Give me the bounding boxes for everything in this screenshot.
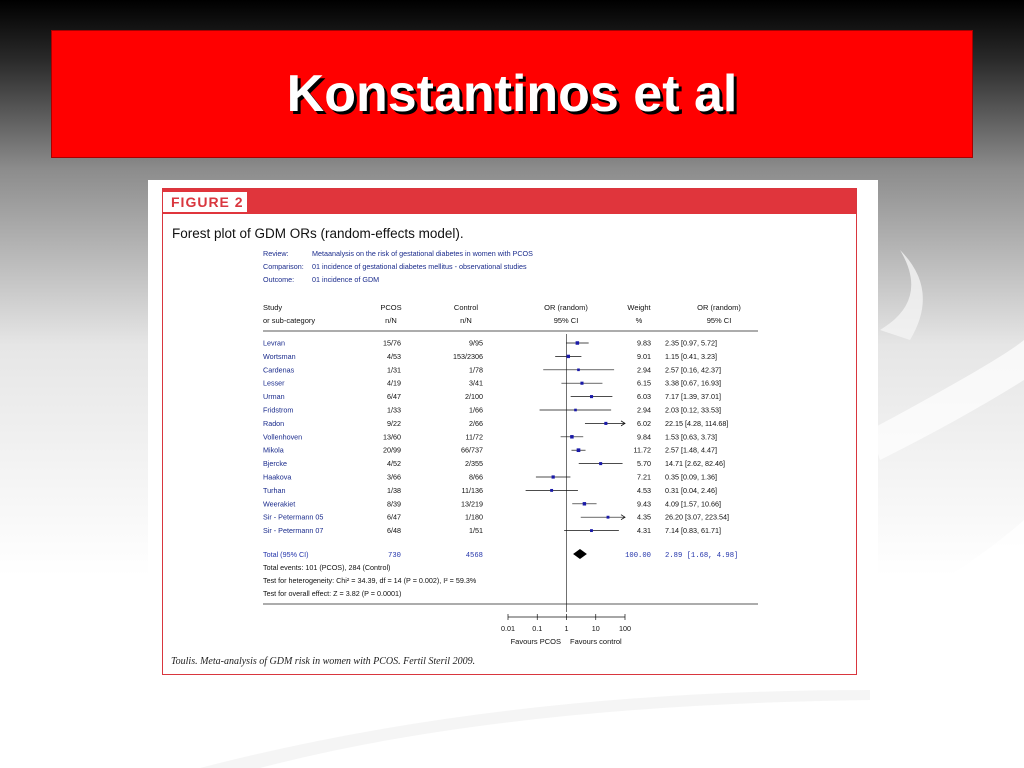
point-estimate-marker (604, 422, 607, 425)
weight-value: 6.15 (637, 378, 651, 388)
control-count: 1/66 (469, 405, 483, 415)
header-pcos-nn: n/N (385, 316, 397, 325)
or-ci-value: 2.57 [1.48, 4.47] (665, 445, 717, 455)
total-ci: 2.89 [1.68, 4.98] (665, 552, 739, 560)
study-row (263, 486, 717, 495)
point-estimate-marker (570, 435, 573, 438)
meta-comparison-value: 01 incidence of gestational diabetes mellitus - observational studies (312, 262, 527, 271)
weight-value: 4.35 (637, 512, 651, 522)
study-row (263, 446, 717, 455)
weight-value: 6.02 (637, 418, 651, 428)
meta-outcome-key: Outcome: (263, 275, 295, 284)
study-name: Sir - Petermann 05 (263, 512, 324, 522)
or-ci-value: 7.17 [1.39, 37.01] (665, 392, 721, 402)
point-estimate-marker (590, 395, 593, 398)
control-count: 2/355 (465, 459, 483, 469)
pcos-count: 15/76 (383, 338, 401, 348)
weight-value: 9.84 (637, 432, 651, 442)
favours-pcos-label: Favours PCOS (510, 637, 561, 646)
header-or-ci: 95% CI (553, 316, 579, 325)
weight-value: 9.01 (637, 351, 651, 361)
control-count: 9/95 (469, 338, 483, 348)
header-weight: Weight (627, 303, 651, 312)
total-weight: 100.00 (625, 552, 651, 560)
control-count: 2/100 (465, 392, 483, 402)
or-ci-value: 7.14 [0.83, 61.71] (665, 526, 721, 536)
meta-review-key: Review: (263, 249, 289, 258)
header-control: Control (453, 303, 479, 312)
x-tick-label: 0.1 (532, 624, 543, 633)
study-name: Sir - Petermann 07 (263, 526, 324, 536)
study-name: Fridstrom (263, 405, 294, 415)
weight-value: 2.94 (637, 405, 651, 415)
control-count: 13/219 (461, 499, 483, 509)
control-count: 153/2306 (453, 351, 483, 361)
header-weight-pct: % (635, 316, 643, 325)
or-ci-value: 26.20 [3.07, 223.54] (665, 512, 729, 522)
point-estimate-marker (607, 516, 610, 519)
meta-comparison-key: Comparison: (263, 262, 304, 271)
header-subcategory: or sub-category (263, 316, 316, 325)
weight-value: 2.94 (637, 365, 651, 375)
pcos-count: 6/47 (387, 392, 401, 402)
x-tick-label: 1 (564, 624, 569, 633)
header-or-values: OR (random) (697, 303, 741, 312)
pcos-count: 6/47 (387, 512, 401, 522)
control-count: 1/51 (469, 526, 483, 536)
study-row (263, 352, 717, 361)
or-ci-value: 2.35 [0.97, 5.72] (665, 338, 717, 348)
control-count: 8/66 (469, 472, 483, 482)
study-row (263, 419, 728, 428)
or-ci-value: 22.15 [4.28, 114.68] (665, 418, 729, 428)
figure-label: FIGURE 2 (163, 192, 247, 212)
or-ci-value: 3.38 [0.67, 16.93] (665, 378, 721, 388)
meta-outcome-value: 01 incidence of GDM (312, 275, 380, 284)
weight-value: 4.31 (637, 526, 651, 536)
control-count: 11/72 (465, 432, 483, 442)
weight-value: 5.70 (637, 459, 651, 469)
slide-title: Konstantinos et al (286, 65, 738, 123)
note-overall-effect: Test for overall effect: Z = 3.82 (P = 0.0001) (263, 589, 402, 598)
header-or: OR (random) (544, 303, 588, 312)
control-count: 3/41 (469, 378, 483, 388)
control-count: 1/78 (469, 365, 483, 375)
title-banner (51, 30, 973, 158)
pcos-count: 6/48 (387, 526, 401, 536)
figure-caption: Forest plot of GDM ORs (random-effects model). (172, 226, 464, 241)
study-row (263, 432, 717, 441)
or-ci-value: 14.71 [2.62, 82.46] (665, 459, 725, 469)
point-estimate-marker (550, 489, 553, 492)
study-row (263, 473, 717, 482)
total-label: Total (95% CI) (263, 550, 309, 559)
or-ci-value: 1.53 [0.63, 3.73] (665, 432, 717, 442)
study-row (263, 499, 721, 508)
study-row (263, 379, 721, 388)
weight-value: 11.72 (633, 445, 651, 455)
study-name: Mikola (263, 445, 284, 455)
figure-header-bar (163, 189, 856, 214)
forest-plot (163, 244, 856, 684)
favours-control-label: Favours control (570, 637, 622, 646)
weight-value: 6.03 (637, 392, 651, 402)
control-count: 2/66 (469, 418, 483, 428)
point-estimate-marker (599, 462, 602, 465)
point-estimate-marker (552, 475, 555, 478)
header-study: Study (263, 303, 283, 312)
pcos-count: 8/39 (387, 499, 401, 509)
figure-image (148, 180, 878, 685)
header-pcos: PCOS (380, 303, 402, 312)
meta-review-value: Metaanalysis on the risk of gestational diabetes in women with PCOS (312, 249, 533, 258)
pcos-count: 4/53 (387, 351, 401, 361)
header-or-values-ci: 95% CI (706, 316, 732, 325)
study-name: Radon (263, 418, 285, 428)
note-total-events: Total events: 101 (PCOS), 284 (Control) (263, 563, 391, 572)
pcos-count: 1/31 (387, 365, 401, 375)
note-heterogeneity: Test for heterogeneity: Chi² = 34.39, df = 14 (P = 0.002), I² = 59.3% (263, 576, 477, 585)
control-count: 1/180 (465, 512, 483, 522)
study-name: Lesser (263, 378, 285, 388)
x-axis (501, 614, 631, 633)
weight-value: 7.21 (637, 472, 651, 482)
study-row (263, 365, 721, 374)
study-name: Turhan (263, 485, 286, 495)
pcos-count: 4/19 (387, 378, 401, 388)
study-name: Vollenhoven (263, 432, 303, 442)
study-name: Cardenas (263, 365, 295, 375)
point-estimate-marker (590, 529, 593, 532)
or-ci-value: 2.03 [0.12, 33.53] (665, 405, 721, 415)
total-pcos: 730 (388, 552, 401, 560)
study-row (263, 459, 725, 468)
study-row (263, 513, 729, 522)
study-row (263, 406, 721, 415)
point-estimate-marker (583, 502, 586, 505)
pcos-count: 1/38 (387, 485, 401, 495)
x-tick-label: 100 (619, 624, 631, 633)
point-estimate-marker (577, 368, 580, 371)
or-ci-value: 2.57 [0.16, 42.37] (665, 365, 721, 375)
weight-value: 4.53 (637, 485, 651, 495)
study-name: Bjercke (263, 459, 287, 469)
or-ci-value: 0.31 [0.04, 2.46] (665, 485, 717, 495)
study-row (263, 339, 717, 348)
point-estimate-marker (567, 355, 570, 358)
or-ci-value: 4.09 [1.57, 10.66] (665, 499, 721, 509)
control-count: 66/737 (461, 445, 483, 455)
pcos-count: 4/52 (387, 459, 401, 469)
header-control-nn: n/N (460, 316, 472, 325)
pooled-estimate-diamond (573, 549, 587, 559)
pcos-count: 13/60 (383, 432, 401, 442)
figure-frame (162, 188, 857, 675)
total-control: 4568 (465, 552, 483, 560)
control-count: 11/136 (461, 485, 483, 495)
pcos-count: 3/66 (387, 472, 401, 482)
study-name: Wortsman (263, 351, 296, 361)
x-tick-label: 10 (591, 624, 600, 633)
study-name: Weerakiet (263, 499, 296, 509)
point-estimate-marker (576, 341, 579, 344)
or-ci-value: 1.15 [0.41, 3.23] (665, 351, 717, 361)
or-ci-value: 0.35 [0.09, 1.36] (665, 472, 717, 482)
figure-source-citation: Toulis. Meta-analysis of GDM risk in women with PCOS. Fertil Steril 2009. (171, 656, 476, 667)
point-estimate-marker (577, 448, 581, 452)
study-name: Urman (263, 392, 285, 402)
pcos-count: 20/99 (383, 445, 401, 455)
study-row (263, 526, 721, 535)
study-name: Levran (263, 338, 285, 348)
weight-value: 9.83 (637, 338, 651, 348)
x-tick-label: 0.01 (501, 624, 515, 633)
study-row (263, 392, 721, 401)
point-estimate-marker (574, 409, 577, 412)
pcos-count: 1/33 (387, 405, 401, 415)
point-estimate-marker (580, 382, 583, 385)
pcos-count: 9/22 (387, 418, 401, 428)
weight-value: 9.43 (637, 499, 651, 509)
study-name: Haakova (263, 472, 292, 482)
